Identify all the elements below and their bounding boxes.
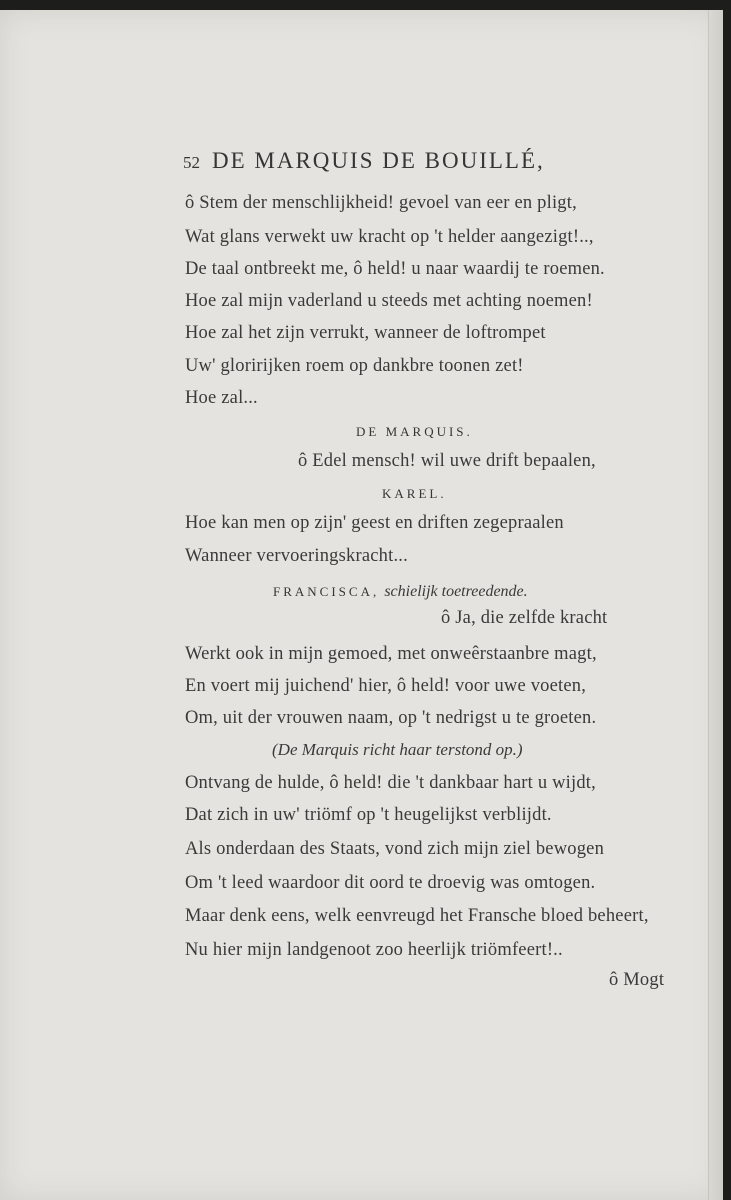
verse-line: Nu hier mijn landgenoot zoo heerlijk triömfeert!.. bbox=[185, 940, 563, 960]
francisca-heading bbox=[273, 581, 528, 601]
speaker-francisca: FRANCISCA, bbox=[273, 584, 380, 599]
verse-line: Hoe zal het zijn verrukt, wanneer de loftrompet bbox=[185, 323, 546, 343]
speaker-karel: KAREL. bbox=[382, 486, 447, 501]
catchword: ô Mogt bbox=[609, 970, 665, 990]
verse-line: Werkt ook in mijn gemoed, met onweêrstaanbre magt, bbox=[185, 644, 597, 664]
stage-direction: (De Marquis richt haar terstond op.) bbox=[272, 740, 523, 759]
verse-line: De taal ontbreekt me, ô held! u naar waardij te roemen. bbox=[185, 259, 605, 279]
verse-line: Dat zich in uw' triömf op 't heugelijkst verblijdt. bbox=[185, 805, 552, 825]
verse-line: Als onderdaan des Staats, vond zich mijn ziel bewogen bbox=[185, 839, 605, 859]
verse-line: Om 't leed waardoor dit oord te droevig was omtogen. bbox=[185, 873, 596, 893]
running-header bbox=[183, 148, 545, 174]
verse-line: Om, uit der vrouwen naam, op 't nedrigst u te groeten. bbox=[185, 708, 597, 728]
verse-line: ô Ja, die zelfde kracht bbox=[441, 608, 608, 628]
verse-line: Hoe zal... bbox=[185, 388, 258, 408]
speaker-marquis: DE MARQUIS. bbox=[356, 424, 473, 439]
verse-line: ô Stem der menschlijkheid! gevoel van eer en pligt, bbox=[185, 193, 577, 213]
verse-line: ô Edel mensch! wil uwe drift bepaalen, bbox=[298, 451, 596, 471]
verse-line: Hoe kan men op zijn' geest en driften zegepraalen bbox=[185, 513, 564, 533]
verse-line: Maar denk eens, welk eenvreugd het Fransche bloed beheert, bbox=[185, 906, 649, 926]
verse-line: Hoe zal mijn vaderland u steeds met achting noemen! bbox=[185, 291, 593, 311]
page-edge bbox=[708, 10, 723, 1200]
verse-line: Wanneer vervoeringskracht... bbox=[185, 546, 408, 566]
francisca-direction: schielijk toetreedende. bbox=[384, 583, 528, 600]
verse-line: Wat glans verwekt uw kracht op 't helder aangezigt!.., bbox=[185, 227, 594, 247]
verse-line: Uw' gloririjken roem op dankbre toonen zet! bbox=[185, 356, 524, 376]
page-number: 52 bbox=[183, 153, 200, 172]
running-title: DE MARQUIS DE BOUILLÉ, bbox=[212, 148, 545, 173]
verse-line: Ontvang de hulde, ô held! die 't dankbaar hart u wijdt, bbox=[185, 773, 596, 793]
book-page bbox=[0, 10, 722, 1200]
verse-line: En voert mij juichend' hier, ô held! voor uwe voeten, bbox=[185, 676, 587, 696]
